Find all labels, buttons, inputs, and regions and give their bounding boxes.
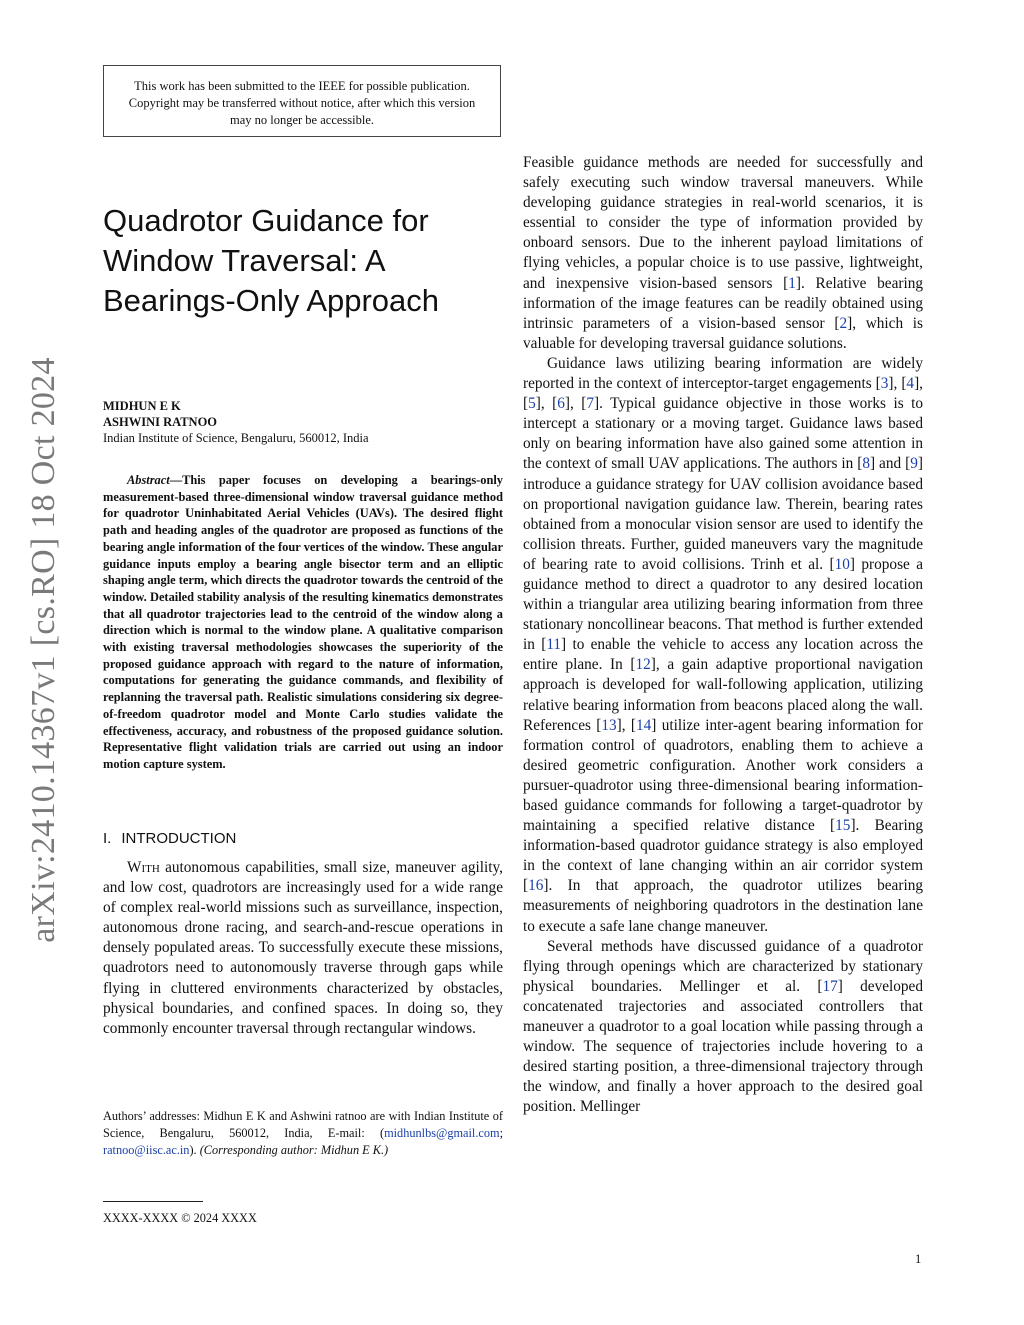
abstract-text: This paper focuses on developing a bearings-only measurement-based three-dimensional window traversal guidance method for quadrotor Uninhabitated Aerial Vehicles (UAVs). The desired flight path and heading angles of the quadrotor are proposed as functions of the bearing angle information of the four vertices of the window. These angular guidance inputs employ a bearing angle bisector term and an elliptic shaping angle term, which directs the quadrotor towards the centroid of the window. Detailed stability analysis of the resulting kinematics demonstrates that all quadrotor trajectories lead to the centroid of the window along a direction which is normal to the window plane. A qualitative comparison with existing traversal methodologies showcases the superiority of the proposed guidance approach with regard to the nature of information, computations for generating the guidance commands, and flexibility of replanning the traversal path. Realistic simulations considering six degree-of-freedom quadrotor model and Monte Carlo studies validate the effectiveness, accuracy, and robustness of the proposed guidance solution. Representative flight validation trials are carried out using an indoor motion capture system.	[103, 473, 503, 771]
submission-notice: This work has been submitted to the IEEE for possible publication. Copyright may be transferred without notice, after which this version may no longer be accessible.	[103, 65, 501, 137]
citation-link[interactable]: 10	[834, 555, 850, 573]
text: to enable the vehicle to access any location across the entire plane. In	[523, 636, 923, 674]
citation-link[interactable]: 13	[601, 716, 617, 734]
text: , which is valuable for developing traversal guidance solutions.	[523, 314, 923, 352]
citation-link[interactable]: 5	[528, 395, 536, 413]
text: developed concatenated trajectories and associated controllers that maneuver a quadrotor to a goal location while passing through a window. The sequence of trajectories include hovering to a desired starting position, a three-dimensional trajectory through the window, and finally a hover approach to the desired goal position. Mellinger	[523, 977, 923, 1116]
text: ;	[499, 1126, 503, 1140]
citation-link[interactable]: 4	[906, 375, 915, 393]
citation-link[interactable]: 16	[528, 877, 544, 895]
author-footnote	[103, 1108, 503, 1159]
right-column-body	[523, 153, 923, 1118]
text: introduce a guidance strategy for UAV collision avoidance based on proportional navigation guidance law. Therein, bearing rates obtained from a monocular vision sensor are used to identify the collision threats. Further, guided maneuvers vary the magnitude of bearing rate to avoid collisions. Trinh et al.	[523, 475, 923, 573]
text: Guidance laws utilizing bearing information are widely reported in the context of interceptor-target engagements	[523, 354, 923, 393]
intro-paragraph	[103, 858, 503, 1039]
citation-link[interactable]: 6	[557, 395, 565, 413]
citation-link[interactable]: 7	[586, 395, 595, 413]
paragraph: Several methods have discussed guidance of a quadrotor flying through openings which are characterized by stationary physical boundaries. Mellinger et al. [17] developed concatenated trajectories and associated controllers that maneuver a quadrotor to a goal location while passing through a window. The sequence of trajectories include hovering to a desired starting position, a three-dimensional trajectory through the window, and finally a hover approach to the desired goal position. Mellinger	[523, 937, 923, 1116]
corresponding-author-note: (Corresponding author: Midhun E K.)	[199, 1143, 389, 1157]
citation-link[interactable]: 8	[862, 455, 870, 473]
abstract-label: Abstract	[127, 473, 170, 487]
section-heading	[103, 830, 236, 847]
arxiv-identifier-stamp[interactable]: arXiv:2410.14367v1 [cs.RO] 18 Oct 2024	[25, 357, 62, 943]
page-number: 1	[915, 1252, 922, 1266]
citation-link[interactable]: 1	[788, 274, 796, 292]
drop-lead-word: With	[127, 859, 160, 876]
text: . Relative bearing information of the image features can be readily obtained using intrinsic parameters of a vision-based sensor	[523, 274, 923, 332]
paper-title: Quadrotor Guidance for Window Traversal: A Bearings-Only Approach	[103, 203, 440, 318]
citation-link[interactable]: 3	[880, 375, 889, 393]
citation-link[interactable]: 12	[635, 656, 651, 674]
email-link[interactable]: midhunlbs@gmail.com	[384, 1126, 500, 1140]
text: , a gain adaptive proportional navigation approach is developed for wall-following application, utilizing relative bearing information from beacons placed along the wall. References	[523, 656, 923, 734]
text: . Bearing information-based quadrotor guidance strategy is also employed in the context of lane changing within an air corridor system	[523, 817, 923, 875]
footnote-divider	[103, 1201, 203, 1202]
paragraph-text: autonomous capabilities, small size, maneuver agility, and low cost, quadrotors are increasingly used for a wide range of complex real-world missions such as surveillance, inspection, autonomous drone racing, and search-and-rescue operations in densely populated areas. To successfully execute these missions, quadrotors need to autonomously traverse through gaps while flying in cluttered environments characterized by obstacles, physical boundaries, and confined spaces. In doing so, they commonly encounter traversal through rectangular windows.	[103, 859, 503, 1037]
author-name: MIDHUN E K	[103, 399, 181, 413]
citation-link[interactable]: 17	[822, 977, 838, 995]
copyright-line: XXXX-XXXX © 2024 XXXX	[103, 1211, 257, 1225]
section-number: I.	[103, 830, 112, 847]
text: utilize inter-agent bearing information for formation control of quadrotors, enabling them to achieve a desired geometric configuration. Another work considers a pursuer-quadrotor using three-dimensional bearing information-based guidance commands for following a target-quadrotor by maintaining a specified relative distance	[523, 716, 924, 835]
citation-link[interactable]: 15	[835, 817, 851, 835]
citation-link[interactable]: 2	[839, 314, 848, 332]
text: ).	[189, 1143, 200, 1157]
author-name: ASHWINI RATNOO	[103, 415, 218, 429]
text: . In that approach, the quadrotor utilizes bearing measurements of neighboring quadrotors in the destination lane to execute a safe lane change maneuver.	[523, 877, 923, 935]
section-title: INTRODUCTION	[121, 830, 237, 847]
abstract: Abstract—This paper focuses on developing a bearings-only measurement-based three-dimensional window traversal guidance method for quadrotor Uninhabitated Aerial Vehicles (UAVs). The desired flight path and heading angles of the quadrotor are proposed as functions of the bearing angle information of the four vertices of the window. These angular guidance inputs employ a bearing angle bisector term and an elliptic shaping angle term, which directs the quadrotor towards the centroid of the window. Detailed stability analysis of the resulting kinematics demonstrates that all quadrotor trajectories lead to the centroid of the window along a direction which is normal to the window plane. A qualitative comparison with existing traversal methodologies showcases the superiority of the proposed guidance approach with regard to the nature of information, computations for generating the guidance commands, and flexibility of replanning the traversal path. Realistic simulations considering six degree-of-freedom quadrotor model and Monte Carlo studies validate the effectiveness, accuracy, and robustness of the proposed guidance solution. Representative flight validation trials are carried out using an indoor motion capture system.	[103, 473, 503, 771]
citation-link[interactable]: 14	[635, 716, 652, 734]
text: Feasible guidance methods are needed for successfully and safely executing such window traversal maneuvers. While developing guidance strategies in real-world scenarios, it is essential to consider the type of information provided by onboard sensors. Due to the inherent payload limitations of flying vehicles, a popular choice is to use passive, lightweight, and inexpensive vision-based sensors	[523, 154, 923, 292]
text: and	[875, 455, 906, 473]
text: propose a guidance method to direct a quadrotor to any desired location within a triangular area utilizing bearing information from three stationary noncollinear beacons. That method is further extended in	[523, 555, 924, 654]
affiliation: Indian Institute of Science, Bengaluru, 560012, India	[103, 431, 369, 445]
paragraph: Feasible guidance methods are needed for successfully and safely executing such window traversal maneuvers. While developing guidance strategies in real-world scenarios, it is essential to consider the type of information provided by onboard sensors. Due to the inherent payload limitations of flying vehicles, a popular choice is to use passive, lightweight, and inexpensive vision-based sensors [1]. Relative bearing information of the image features can be readily obtained using intrinsic parameters of a vision-based sensor [2], which is valuable for developing traversal guidance solutions.	[523, 154, 923, 352]
citation-link[interactable]: 9	[910, 455, 918, 473]
text: Authors’ addresses: Midhun E K and Ashwini ratnoo are with Indian Institute of Science, Bengaluru, 560012, India, E-mail: (	[103, 1109, 503, 1140]
author-block	[103, 398, 503, 446]
text: Several methods have discussed guidance of a quadrotor flying through openings which are characterized by stationary physical boundaries. Mellinger et al.	[523, 937, 923, 995]
text: . Typical guidance objective in those works is to intercept a stationary or a moving target. Guidance laws based only on bearing information have also gained some attention in the context of small UAV applications. The authors in	[523, 395, 924, 473]
email-link[interactable]: ratnoo@iisc.ac.in	[103, 1143, 190, 1157]
citation-link[interactable]: 11	[546, 636, 562, 654]
left-column-body	[103, 858, 503, 1039]
paragraph: Guidance laws utilizing bearing information are widely reported in the context of interceptor-target engagements [3], [4], [5], [6], [7]. Typical guidance objective in those works is to intercept a stationary or a moving target. Guidance laws based only on bearing information have also gained some attention in the context of small UAV applications. The authors in [8] and [9] introduce a guidance strategy for UAV collision avoidance based on proportional navigation guidance law. Therein, bearing rates obtained from a monocular vision sensor are used to identify the collision threats. Further, guided maneuvers vary the magnitude of bearing rate to avoid collisions. Trinh et al. [10] propose a guidance method to direct a quadrotor to any desired location within a triangular area utilizing bearing information from three stationary noncollinear beacons. That method is further extended in [11] to enable the vehicle to access any location across the entire plane. In [12], a gain adaptive proportional navigation approach is developed for wall-following application, utilizing relative bearing information from beacons placed along the wall. References [13], [14] utilize inter-agent bearing information for formation control of quadrotors, enabling them to achieve a desired geometric configuration. Another work considers a pursuer-quadrotor using three-dimensional bearing information-based guidance commands for following a target-quadrotor by maintaining a specified relative distance [15]. Bearing information-based quadrotor guidance strategy is also employed in the context of lane changing within an air corridor system [16]. In that approach, the quadrotor utilizes bearing measurements of neighboring quadrotors in the destination lane to execute a safe lane change maneuver.	[523, 354, 924, 935]
